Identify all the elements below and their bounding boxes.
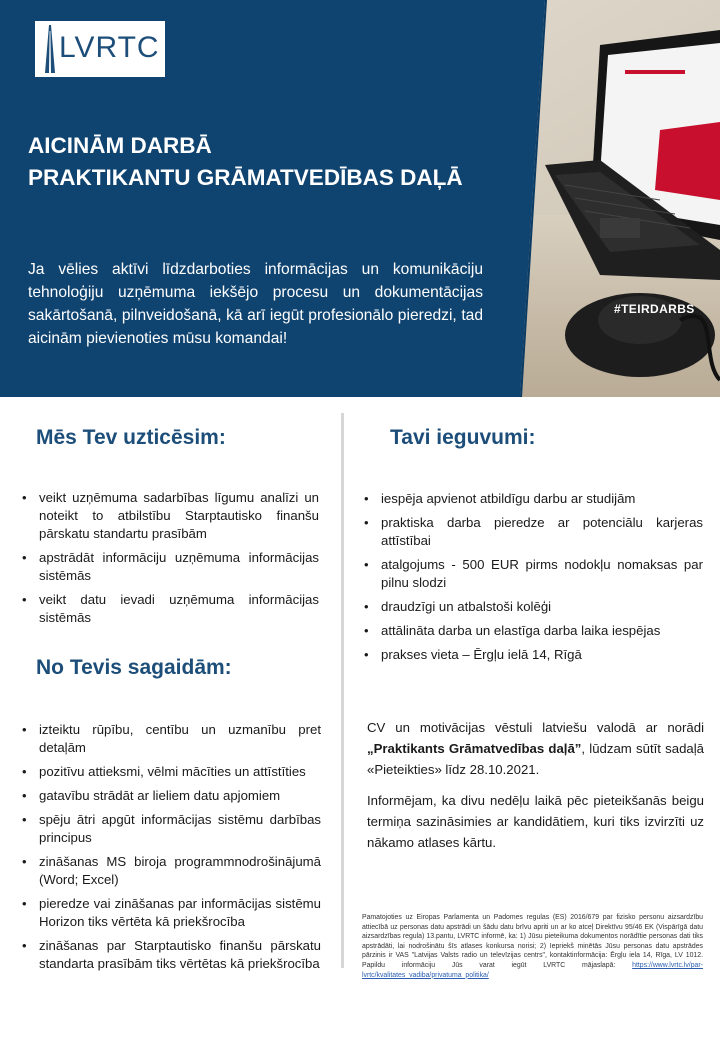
privacy-policy-link[interactable]: https://www.lvrtc.lv/par-lvrtc/kvalitates_vadiba/privatuma_politika/ (362, 961, 703, 979)
cv-deadline: , lūdzam sūtīt sadaļā «Pieteikties» līdz 28.10.2021. (367, 741, 705, 777)
list-item: • iespēja apvienot atbildīgu darbu ar studijām (364, 490, 703, 508)
cv-subject: „Praktikants Grāmatvedības daļā” (367, 741, 582, 756)
list-item: • gatavību strādāt ar lieliem datu apjomiem (22, 787, 321, 805)
cv-text: CV un motivācijas vēstuli latviešu valodā ar norādi (367, 720, 704, 735)
list-item: • spēju ātri apgūt informācijas sistēmu darbības principus (22, 811, 321, 847)
expectations-heading: No Tevis sagaidām: (36, 656, 232, 679)
column-divider (341, 413, 344, 968)
lvrtc-logo (35, 21, 165, 77)
list-item: • zināšanas par Starptautisko finanšu pārskatu standarta prasībām tiks vērtētas kā priekšrocība (22, 937, 321, 973)
hashtag: #TEIRDARBS (614, 302, 695, 316)
list-item: • izteiktu rūpību, centību un uzmanību pret detaļām (22, 721, 321, 757)
trust-heading: Mēs Tev uzticēsim: (36, 426, 226, 449)
hero-banner (0, 0, 720, 397)
list-item: • pozitīvu attieksmi, vēlmi mācīties un attīstīties (22, 763, 321, 781)
list-item: • zināšanas MS biroja programmnodrošinājumā (Word; Excel) (22, 853, 321, 889)
list-item: • prakses vieta – Ērgļu ielā 14, Rīgā (364, 646, 703, 664)
list-item: • apstrādāt informāciju uzņēmuma informācijas sistēmās (22, 549, 319, 585)
list-item: • praktiska darba pieredze ar potenciālu karjeras attīstībai (364, 514, 703, 550)
list-item: • veikt uzņēmuma sadarbības līgumu analīzi un noteikt to atbilstību Starptautisko finanšu pārskatu standartu prasībām (22, 489, 319, 543)
page-title (28, 130, 528, 194)
expectations-list (22, 721, 321, 979)
list-item: • pieredze vai zināšanas par informācijas sistēmu Horizon tiks vērtēta kā priekšrocība (22, 895, 321, 931)
intro-text: Ja vēlies aktīvi līdzdarboties informācijas un komunikāciju tehnoloģiju uzņēmuma iekšējo procesu un dokumentācijas sakārtošanā, pilnveidošanā, kā arī iegūt profesionālo pieredzi, tad aicinām pievienoties mūsu komandai! (28, 261, 483, 347)
selection-notice: Informējam, ka divu nedēļu laikā pēc pieteikšanās beigu termiņa sazināsimies ar kandidātiem, kuri tiks izvirzīti uz nākamo atlases kārtu. (367, 793, 704, 850)
privacy-notice (362, 913, 703, 980)
privacy-text: Pamatojoties uz Eiropas Parlamenta un Padomes regulas (ES) 2016/679 par fizisko personu aizsardzību attiecībā uz personas datu apstrādi un šādu datu brīvu apriti un ar ko atceļ Direktīvu 95/46 EK (Vispārīgā datu aizsardzības regula) 13.pantu, LVRTC informē, ka: 1) Jūsu pieteikuma dokumentos norādītie personas dati tiks apstrādāti, lai nodrošinātu šīs atlases konkursa norisi; 2) Iepriekš minētās Jūsu personas datu apstrādes pārzinis ir VAS "Latvijas Valsts radio un televīzijas centrs", kontaktinformācija: Ērgļu iela 14, Rīga, LV 1012. Papildu informāciju Jūs varat iegūt LVRTC mājaslapā: (362, 914, 703, 969)
cv-instructions (367, 717, 704, 780)
list-item: • attālināta darba un elastīga darba laika iespējas (364, 622, 703, 640)
tower-logo-icon (43, 25, 57, 73)
benefits-list (364, 490, 703, 670)
application-info (367, 717, 704, 863)
list-item: • veikt datu ievadi uzņēmuma informācijas sistēmās (22, 591, 319, 627)
title-line-2: PRAKTIKANTU GRĀMATVEDĪBAS DAĻĀ (28, 165, 463, 190)
trust-list (22, 489, 319, 633)
list-item: • atalgojums - 500 EUR pirms nodokļu nomaksas par pilnu slodzi (364, 556, 703, 592)
logo-text: LVRTC (59, 31, 160, 64)
list-item: • draudzīgi un atbalstoši kolēģi (364, 598, 703, 616)
title-line-1: AICINĀM DARBĀ (28, 133, 212, 158)
benefits-heading: Tavi ieguvumi: (390, 426, 536, 449)
